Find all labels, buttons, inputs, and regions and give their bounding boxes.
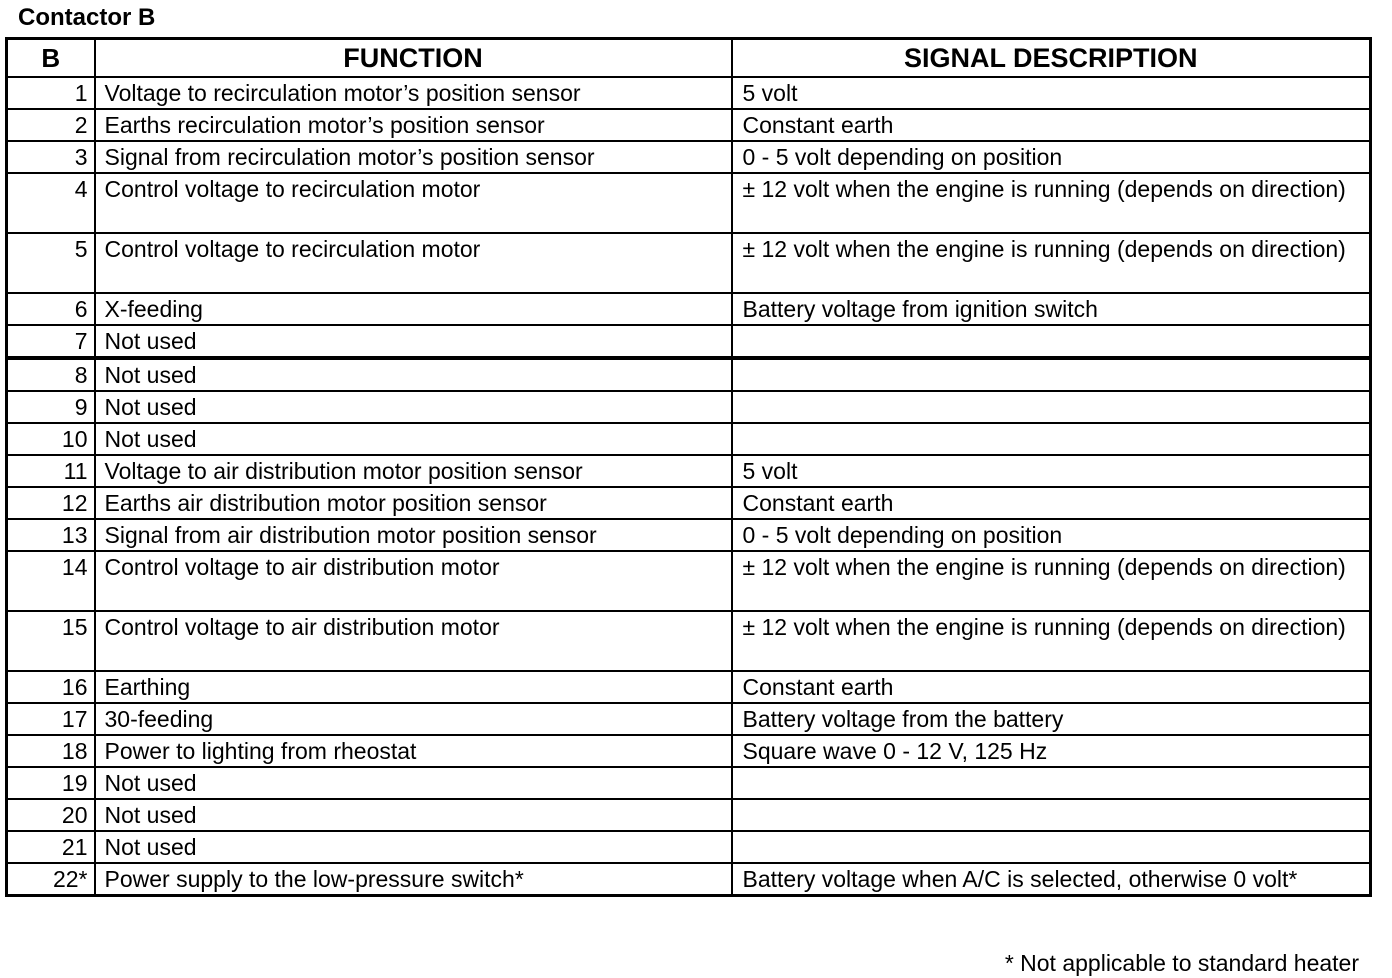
pin-function: X-feeding — [95, 293, 732, 325]
pin-function: Not used — [95, 423, 732, 455]
pin-signal-description: Battery voltage when A/C is selected, otherwise 0 volt* — [732, 863, 1371, 896]
table-row — [7, 141, 1371, 173]
pin-signal-description: ± 12 volt when the engine is running (depends on direction) — [732, 233, 1371, 293]
pin-signal-description: 0 - 5 volt depending on position — [732, 519, 1371, 551]
table-row — [7, 519, 1371, 551]
pin-number: 11 — [7, 455, 95, 487]
pin-function: Power supply to the low-pressure switch* — [95, 863, 732, 896]
pin-function: Not used — [95, 767, 732, 799]
table-row — [7, 671, 1371, 703]
pin-number: 10 — [7, 423, 95, 455]
pin-function: Not used — [95, 391, 732, 423]
pin-function: Not used — [95, 831, 732, 863]
pin-number: 19 — [7, 767, 95, 799]
table-row — [7, 799, 1371, 831]
table-row — [7, 831, 1371, 863]
table-row — [7, 703, 1371, 735]
pin-signal-description: Constant earth — [732, 487, 1371, 519]
table-row — [7, 391, 1371, 423]
pin-function: Earths recirculation motor’s position sensor — [95, 109, 732, 141]
table-header-row — [7, 39, 1371, 78]
pin-function: Voltage to air distribution motor position sensor — [95, 455, 732, 487]
pin-number: 3 — [7, 141, 95, 173]
pin-number: 14 — [7, 551, 95, 611]
pin-signal-description — [732, 325, 1371, 358]
pin-signal-description — [732, 358, 1371, 391]
table-row — [7, 487, 1371, 519]
pin-number: 21 — [7, 831, 95, 863]
pin-function: Not used — [95, 358, 732, 391]
pin-number: 5 — [7, 233, 95, 293]
pin-signal-description: ± 12 volt when the engine is running (depends on direction) — [732, 173, 1371, 233]
pin-function: Control voltage to recirculation motor — [95, 233, 732, 293]
header-b: B — [7, 39, 95, 78]
header-function: FUNCTION — [95, 39, 732, 78]
pin-function: Control voltage to recirculation motor — [95, 173, 732, 233]
pin-function: Control voltage to air distribution motor — [95, 551, 732, 611]
pin-number: 20 — [7, 799, 95, 831]
pin-signal-description: Square wave 0 - 12 V, 125 Hz — [732, 735, 1371, 767]
pin-number: 16 — [7, 671, 95, 703]
table-row — [7, 735, 1371, 767]
pin-signal-description: Constant earth — [732, 109, 1371, 141]
pin-table — [5, 37, 1372, 897]
pin-signal-description: 5 volt — [732, 77, 1371, 109]
pin-signal-description — [732, 391, 1371, 423]
pin-function: Not used — [95, 799, 732, 831]
pin-signal-description: ± 12 volt when the engine is running (depends on direction) — [732, 551, 1371, 611]
footnote: * Not applicable to standard heater — [1004, 950, 1359, 976]
pin-function: Voltage to recirculation motor’s position sensor — [95, 77, 732, 109]
pin-number: 1 — [7, 77, 95, 109]
pin-signal-description: Battery voltage from the battery — [732, 703, 1371, 735]
pin-number: 2 — [7, 109, 95, 141]
pin-number: 15 — [7, 611, 95, 671]
pin-function: Earthing — [95, 671, 732, 703]
table-row — [7, 325, 1371, 358]
table-row — [7, 863, 1371, 896]
header-signal-description: SIGNAL DESCRIPTION — [732, 39, 1371, 78]
table-row — [7, 293, 1371, 325]
pin-number: 8 — [7, 358, 95, 391]
pin-number: 18 — [7, 735, 95, 767]
pin-signal-description: Battery voltage from ignition switch — [732, 293, 1371, 325]
pin-number: 4 — [7, 173, 95, 233]
pin-signal-description: Constant earth — [732, 671, 1371, 703]
table-row — [7, 77, 1371, 109]
pin-signal-description: 0 - 5 volt depending on position — [732, 141, 1371, 173]
table-row — [7, 233, 1371, 293]
pin-signal-description — [732, 423, 1371, 455]
table-row — [7, 611, 1371, 671]
pin-signal-description: 5 volt — [732, 455, 1371, 487]
table-row — [7, 173, 1371, 233]
table-row — [7, 455, 1371, 487]
pin-number: 13 — [7, 519, 95, 551]
table-row — [7, 551, 1371, 611]
pin-number: 12 — [7, 487, 95, 519]
document-title: Contactor B — [18, 4, 156, 31]
pin-number: 22* — [7, 863, 95, 896]
pin-function: 30-feeding — [95, 703, 732, 735]
pin-function: Control voltage to air distribution motor — [95, 611, 732, 671]
pin-number: 6 — [7, 293, 95, 325]
table-row — [7, 423, 1371, 455]
pin-function: Power to lighting from rheostat — [95, 735, 732, 767]
pin-signal-description — [732, 831, 1371, 863]
pin-function: Signal from air distribution motor position sensor — [95, 519, 732, 551]
pin-number: 17 — [7, 703, 95, 735]
pin-function: Not used — [95, 325, 732, 358]
table-row — [7, 109, 1371, 141]
table-row — [7, 767, 1371, 799]
pin-signal-description — [732, 799, 1371, 831]
pin-signal-description — [732, 767, 1371, 799]
table-row — [7, 358, 1371, 391]
pin-number: 7 — [7, 325, 95, 358]
pin-signal-description: ± 12 volt when the engine is running (depends on direction) — [732, 611, 1371, 671]
pin-function: Earths air distribution motor position sensor — [95, 487, 732, 519]
pin-number: 9 — [7, 391, 95, 423]
pin-function: Signal from recirculation motor’s position sensor — [95, 141, 732, 173]
